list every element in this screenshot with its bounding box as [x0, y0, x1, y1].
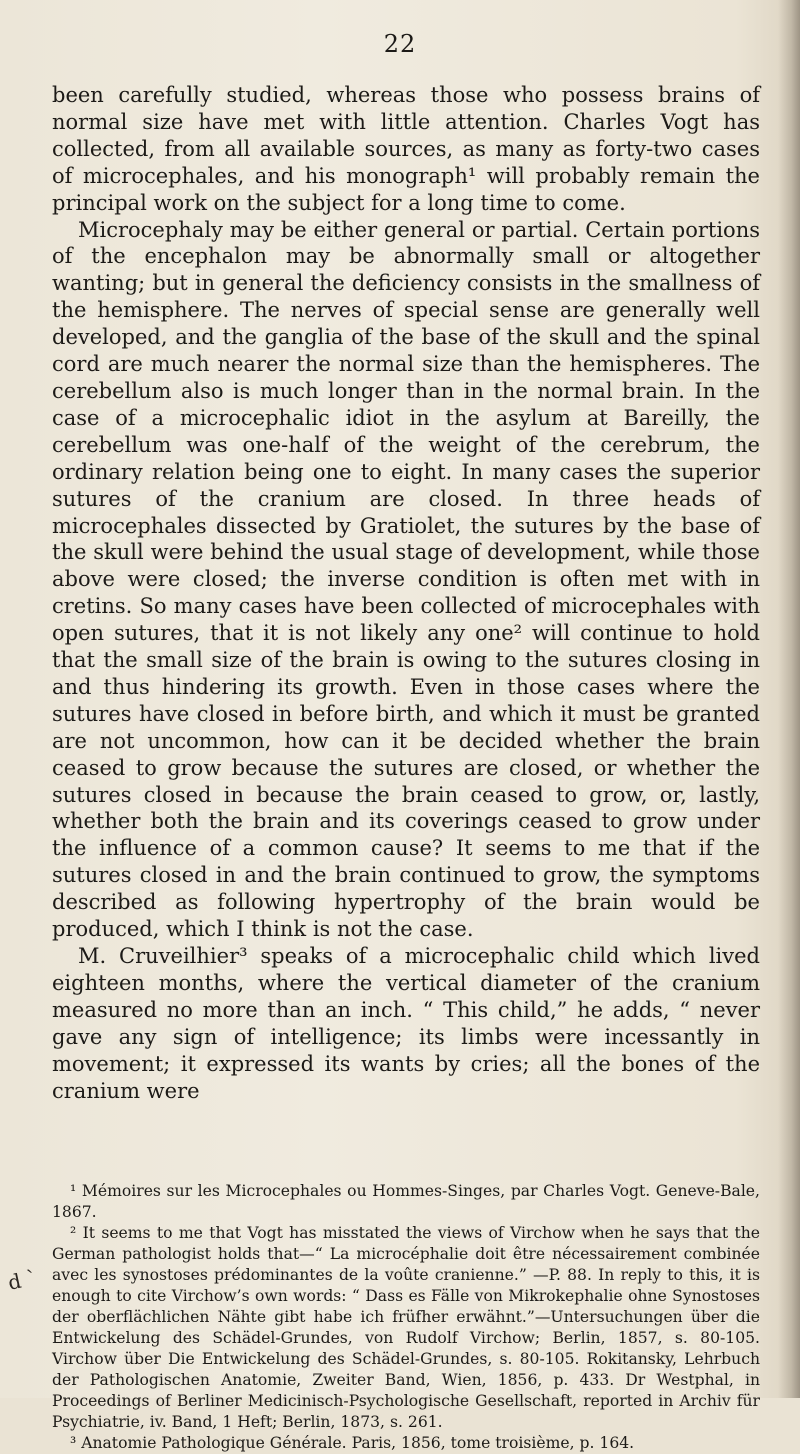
page-number: 22 — [383, 30, 417, 58]
footnote: ² It seems to me that Vogt has misstated the views of Virchow when he says that the German pathologist holds that—“ La microcéphalie doit être nécessairement combinée avec les synostoses prédominantes de la voûte cranienne.” —P. 88. In reply to this, it is enough to cite Virchow’s own words: “ Dass es Fälle von Mikrokephalie ohne Synostoses der oberflächlichen Nähte gibt habe ich früfher erwähnt.”—Untersuchungen über die Entwickelung des Schädel-Grundes, von Rudolf Virchow; Berlin, 1857, s. 80-105. Virchow über Die Entwickelung des Schädel-Grundes, s. 80-105. Rokitansky, Lehrbuch der Pathologischen Anatomie, Zweiter Band, Wien, 1856, p. 433. Dr Westphal, in Proceedings of Berliner Medicinisch-Psychologische Gesellschaft, reported in Archiv für Psychiatrie, iv. Band, 1 Heft; Berlin, 1873, s. 261. — [52, 1224, 760, 1431]
main-text — [52, 82, 760, 1104]
paragraph: been carefully studied, whereas those who possess brains of normal size have met with little attention. Charles Vogt has collected, from all available sources, as many as forty-two cases of microcephales, and his monograph¹ will probably remain the principal work on the subject for a long time to come. — [52, 83, 760, 215]
paragraph: Microcephaly may be either general or partial. Certain portions of the encephalon may be abnormally small or altogether wanting; but in general the deficiency consists in the smallness of the hemisphere. The nerves of special sense are generally well developed, and the ganglia of the base of the skull and the spinal cord are much nearer the normal size than the hemispheres. The cerebellum also is much longer than in the normal brain. In the case of a microcephalic idiot in the asylum at Bareilly, the cerebellum was one-half of the weight of the cerebrum, the ordinary relation being one to eight. In many cases the superior sutures of the cranium are closed. In three heads of microcephales dissected by Gratiolet, the sutures by the base of the skull were behind the usual stage of development, while those above were closed; the inverse condition is often met with in cretins. So many cases have been collected of microcephales with open sutures, that it is not likely any one² will continue to hold that the small size of the brain is owing to the sutures closing in and thus hindering its growth. Even in those cases where the sutures have closed in before birth, and which it must be granted are not uncommon, how can it be decided whether the brain ceased to grow because the sutures are closed, or whether the sutures closed in because the brain ceased to grow, or, lastly, whether both the brain and its coverings ceased to grow under the influence of a common cause? It seems to me that if the sutures closed in and the brain continued to grow, the symptoms described as following hypertrophy of the brain would be produced, which I think is not the case. — [52, 217, 760, 942]
paragraph: M. Cruveilhier³ speaks of a microcephalic child which lived eighteen months, where the vertical diameter of the cranium measured no more than an inch. “ This child,” he adds, “ never gave any sign of intelligence; its limbs were incessantly in movement; it expressed its wants by cries; all the bones of the cranium were — [52, 944, 760, 1103]
spine-shadow — [778, 0, 800, 1398]
footnotes — [52, 1181, 760, 1454]
handwritten-margin-mark: d ˋ — [5, 1265, 40, 1295]
footnote: ¹ Mémoires sur les Microcephales ou Hommes-Singes, par Charles Vogt. Geneve-Bale, 1867. — [52, 1182, 760, 1221]
footnote: ³ Anatomie Pathologique Générale. Paris, 1856, tome troisième, p. 164. — [70, 1434, 635, 1452]
